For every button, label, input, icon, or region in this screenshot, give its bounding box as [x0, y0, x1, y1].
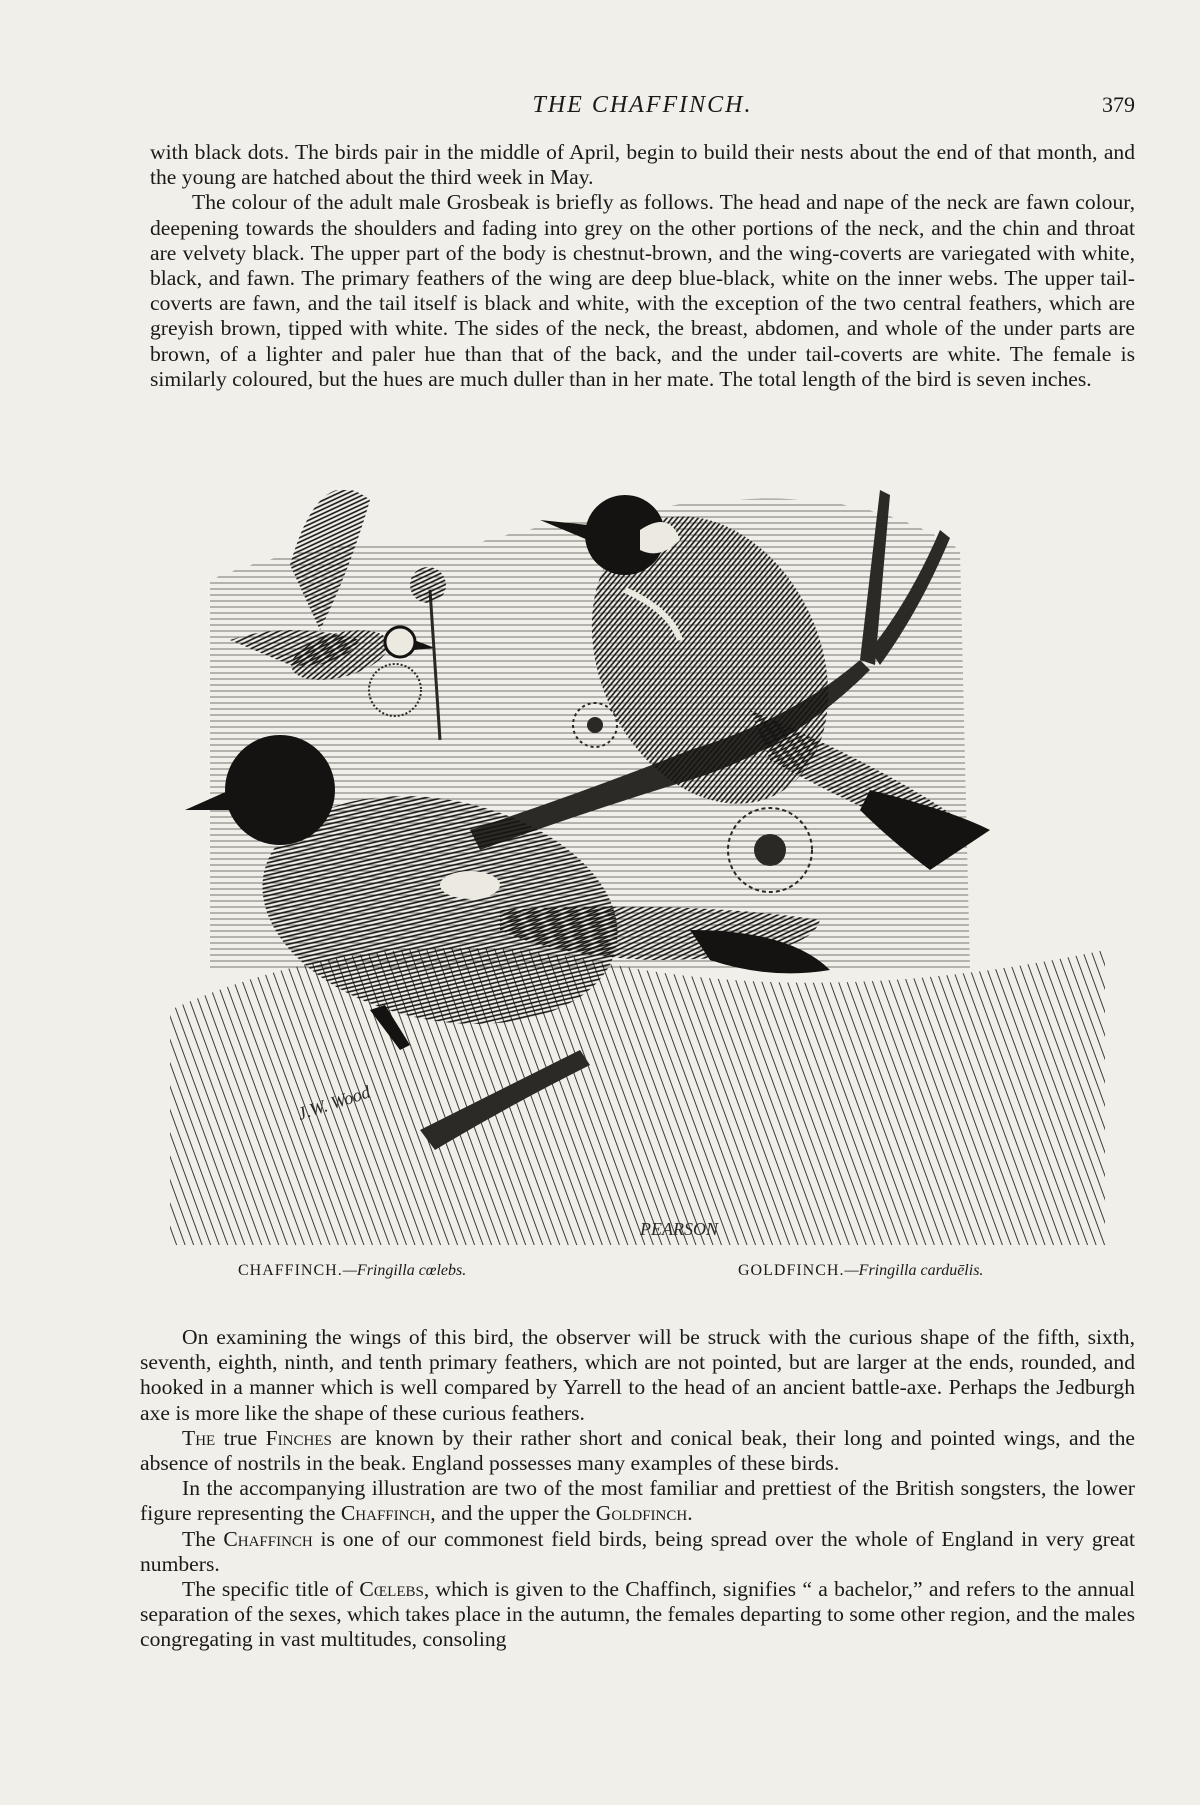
lower-text-block [140, 1325, 1135, 1653]
running-head [150, 92, 1135, 122]
caption-chaffinch [238, 1262, 466, 1280]
paragraph: The true Finches are known by their rather short and conical beak, their long and pointed wings, and the absence of nostrils in the beak. England possesses many examples of these birds. [140, 1425, 1135, 1476]
chaffinch-goldfinch-engraving [170, 490, 1105, 1245]
caption-name: GOLDFINCH. [738, 1262, 845, 1279]
caption-latin: —Fringilla carduēlis. [844, 1262, 984, 1279]
paragraph: The Chaffinch is one of our commonest field birds, being spread over the whole of England in very great numbers. [140, 1526, 1135, 1576]
paragraph: In the accompanying illustration are two of the most familiar and prettiest of the British songsters, the lower figure representing the Chaffinch, and the upper the Goldfinch. [140, 1476, 1135, 1526]
paragraph: The specific title of Cœlebs, which is given to the Chaffinch, signifies “ a bachelor,” and refers to the annual separation of the sexes, which takes place in the autumn, the females departing to some other region, and the males congregating in vast multitudes, consoling [140, 1577, 1135, 1652]
paragraph: The colour of the adult male Grosbeak is briefly as follows. The head and nape of the neck are fawn colour, deepening towards the shoulders and fading into grey on the other portions of the neck, and the chin and throat are velvety black. The upper part of the body is chestnut-brown, and the wing-coverts are variegated with white, black, and fawn. The primary feathers of the wing are deep blue-black, white on the inner webs. The upper tail-coverts are fawn, and the tail itself is black and white, with the exception of the two central feathers, which are greyish brown, tipped with white. The sides of the neck, the breast, abdomen, and whole of the under parts are brown, of a lighter and paler hue than that of the back, and the under tail-coverts are white. The female is similarly coloured, but the hues are much duller than in her mate. The total length of the bird is seven inches. [150, 190, 1135, 391]
engraver-signature-right: PEARSON [640, 1219, 718, 1239]
engraver-signature-left: J.W. Wood [295, 1081, 373, 1124]
page-number: 379 [1102, 92, 1135, 117]
paragraph: On examining the wings of this bird, the observer will be struck with the curious shape of the fifth, sixth, seventh, eighth, ninth, and tenth primary feathers, which are not pointed, but are larger at the ends, rounded, and hooked in a manner which is well compared by Yarrell to the head of an ancient battle-axe. Perhaps the Jedburgh axe is more like the shape of these curious feathers. [140, 1325, 1135, 1425]
caption-latin: —Fringilla cœlebs. [342, 1262, 467, 1279]
grass-hatching [170, 948, 1105, 1245]
running-title: THE CHAFFINCH. [532, 92, 753, 118]
upper-text-block [150, 140, 1135, 392]
paragraph: with black dots. The birds pair in the middle of April, begin to build their nests about the end of that month, and the young are hatched about the third week in May. [150, 140, 1135, 190]
caption-name: CHAFFINCH. [238, 1262, 343, 1279]
caption-goldfinch [738, 1262, 983, 1280]
